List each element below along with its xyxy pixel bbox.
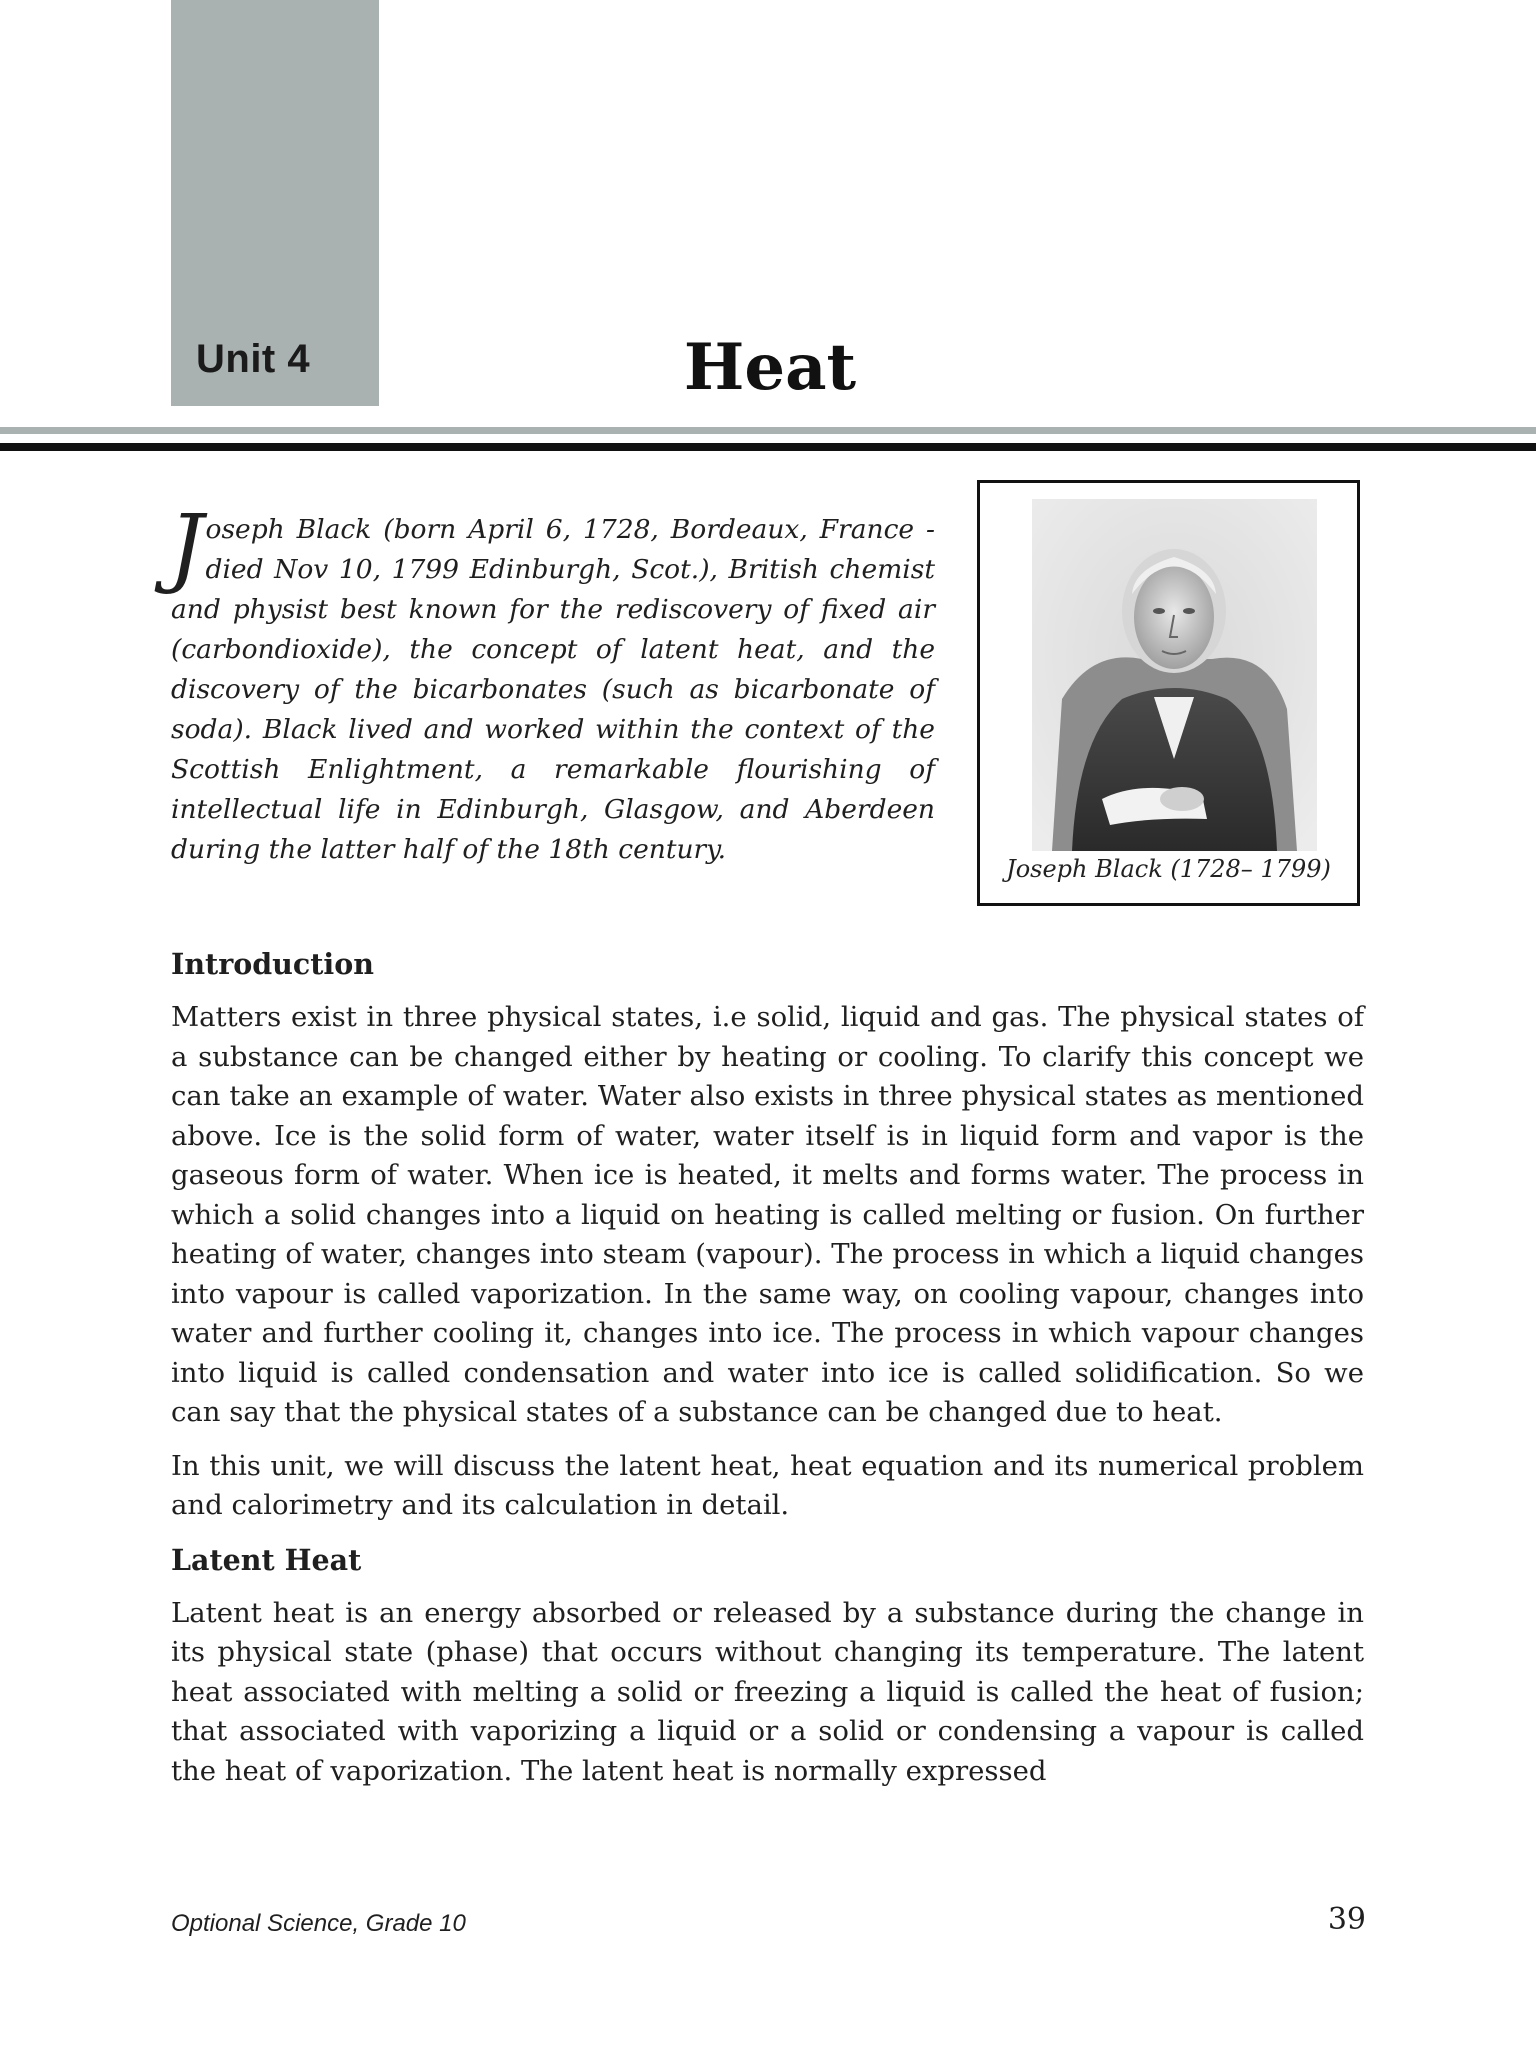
introduction-paragraph-2: In this unit, we will discuss the latent heat, heat equation and its numerical problem and calorimetry and its calculation in detail.: [171, 1449, 1364, 1521]
header-rule-black: [0, 443, 1536, 451]
footer-book-title: Optional Science, Grade 10: [171, 1910, 466, 1937]
biography-text: oseph Black (born April 6, 1728, Bordeaux, France - died Nov 10, 1799 Edinburgh, Scot.), British chemist and physist best known for the rediscovery of fixed air (carbondioxide), the concept of latent heat, and the discovery of the bicarbonates (such as bicarbonate of soda). Black lived and worked within the context of the Scottish Enlightment, a remarkable flourishing of intellectual life in Edinburgh, Glasgow, and Aberdeen during the latter half of the 18th century.: [171, 514, 935, 865]
latent-heat-paragraph-1: Latent heat is an energy absorbed or released by a substance during the change in its physical state (phase) that occurs without changing its temperature. The latent heat associated with melting a solid or freezing a liquid is called the heat of fusion; that associated with vaporizing a liquid or a solid or condensing a vapour is called the heat of vaporization. The latent heat is normally expressed: [171, 1596, 1364, 1787]
header-rule-gray: [0, 427, 1536, 434]
footer-page-number: 39: [1327, 1902, 1366, 1937]
portrait-image: [1032, 499, 1317, 851]
latent-heat-heading: Latent Heat: [171, 1542, 362, 1577]
biography-paragraph: [169, 497, 935, 870]
dropcap: J: [169, 497, 204, 597]
unit-label: Unit 4: [196, 337, 311, 381]
portrait-figure: [977, 480, 1360, 906]
introduction-paragraph-1: Matters exist in three physical states, i.e solid, liquid and gas. The physical states of a substance can be changed either by heating or cooling. To clarify this concept we can take an example of water. Water also exists in three physical states as mentioned above. Ice is the solid form of water, water itself is in liquid form and vapor is the gaseous form of water. When ice is heated, it melts and forms water. The process in which a solid changes into a liquid on heating is called melting or fusion. On further heating of water, changes into steam (vapour). The process in which a liquid changes into vapour is called vaporization. In the same way, on cooling vapour, changes into water and further cooling it, changes into ice. The process in which vapour changes into liquid is called condensation and water into ice is called solidification. So we can say that the physical states of a substance can be changed due to heat.: [171, 1001, 1364, 1428]
main-content: [171, 944, 1364, 1805]
introduction-heading: Introduction: [171, 947, 374, 981]
portrait-caption: Joseph Black (1728– 1799): [1006, 855, 1331, 883]
chapter-title: Heat: [683, 330, 857, 405]
